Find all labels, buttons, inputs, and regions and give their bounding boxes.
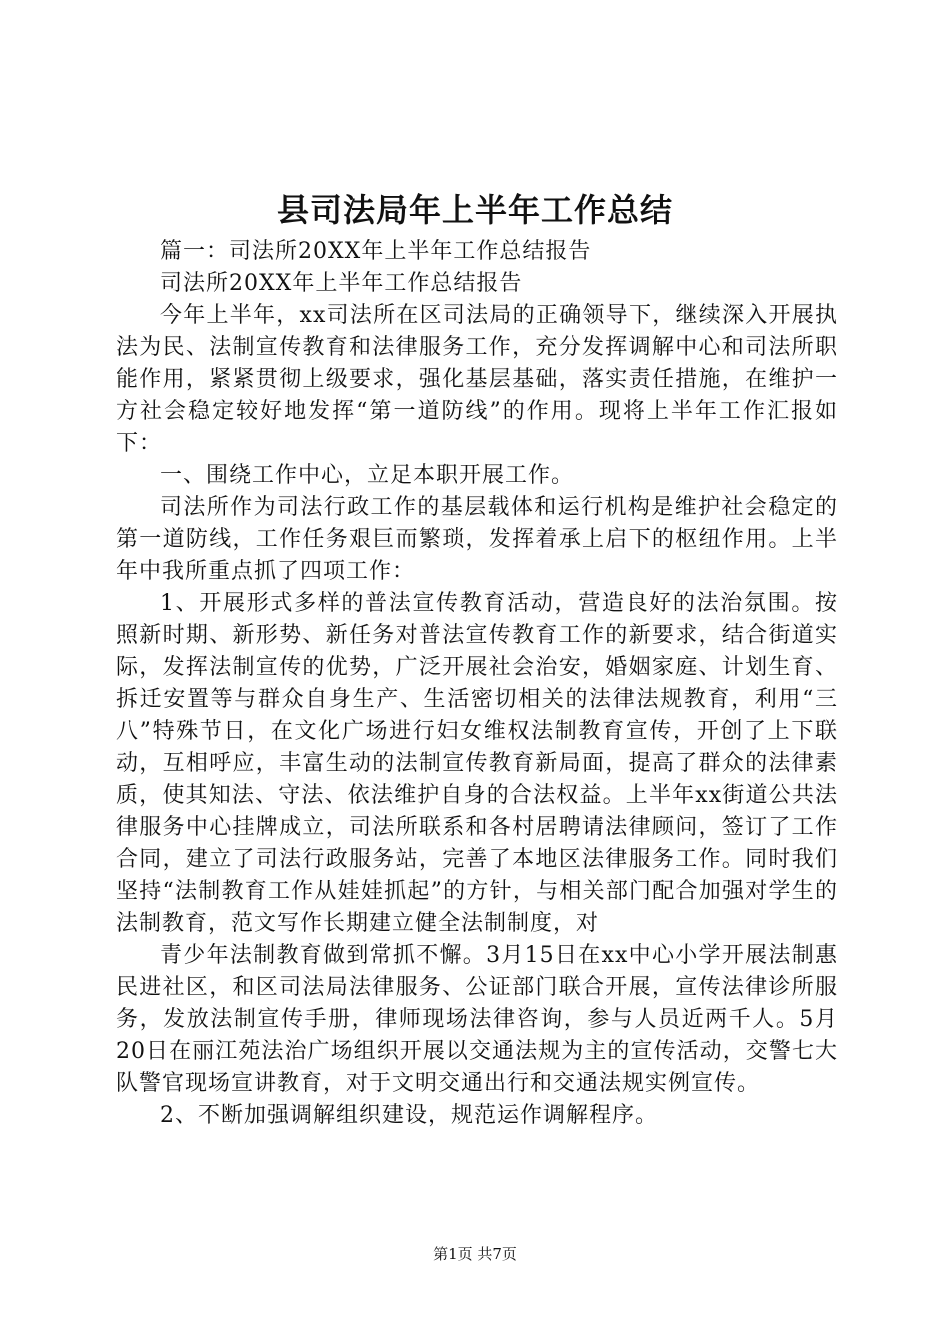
paragraph-section-heading: 一、围绕工作中心，立足本职开展工作。 xyxy=(160,463,575,488)
paragraph-item-2: 2、不断加强调解组织建设，规范运作调解程序。 xyxy=(160,1103,658,1128)
paragraph-role: 司法所作为司法行政工作的基层载体和运行机构是维护社会稳定的第一道防线，工作任务艰巨而繁琐，发挥着承上启下的枢纽作用。上半年中我所重点抓了四项工作： xyxy=(116,495,838,584)
paragraph-item-1: 1、开展形式多样的普法宣传教育活动，营造良好的法治氛围。按照新时期、新形势、新任务对普法宣传教育工作的新要求，结合街道实际，发挥法制宣传的优势，广泛开展社会治安，婚姻家庭、计划生育、拆迁安置等与群众自身生产、生活密切相关的法律法规教育，利用“三八”特殊节日，在文化广场进行妇女维权法制教育宣传，开创了上下联动，互相呼应，丰富生动的法制宣传教育新局面，提高了群众的法律素质，使其知法、守法、依法维护自身的合法权益。上半年xx街道公共法律服务中心挂牌成立，司法所联系和各村居聘请法律顾问，签订了工作合同，建立了司法行政服务站，完善了本地区法律服务工作。同时我们坚持“法制教育工作从娃娃抓起”的方针，与相关部门配合加强对学生的法制教育，范文写作长期建立健全法制制度，对 xyxy=(116,591,838,936)
paragraph-youth-education: 青少年法制教育做到常抓不懈。3月15日在xx中心小学开展法制惠民进社区，和区司法局法律服务、公证部门联合开展，宣传法律诊所服务，发放法制宣传手册，律师现场法律咨询，参与人员近两千人。5月20日在丽江苑法治广场组织开展以交通法规为主的宣传活动，交警七大队警官现场宣讲教育，对于文明交通出行和交通法规实例宣传。 xyxy=(116,943,838,1096)
document-body xyxy=(116,236,838,1132)
paragraph-report-title: 司法所20XX年上半年工作总结报告 xyxy=(160,271,523,296)
page-footer: 第1页 共7页 xyxy=(433,1245,517,1263)
document-title: 县司法局年上半年工作总结 xyxy=(276,191,673,229)
paragraph-chapter-heading: 篇一：司法所20XX年上半年工作总结报告 xyxy=(160,239,592,264)
paragraph-intro: 今年上半年，xx司法所在区司法局的正确领导下，继续深入开展执法为民、法制宣传教育和法律服务工作，充分发挥调解中心和司法所职能作用，紧紧贯彻上级要求，强化基层基础，落实责任措施，在维护一方社会稳定较好地发挥“第一道防线”的作用。现将上半年工作汇报如下： xyxy=(116,303,838,456)
